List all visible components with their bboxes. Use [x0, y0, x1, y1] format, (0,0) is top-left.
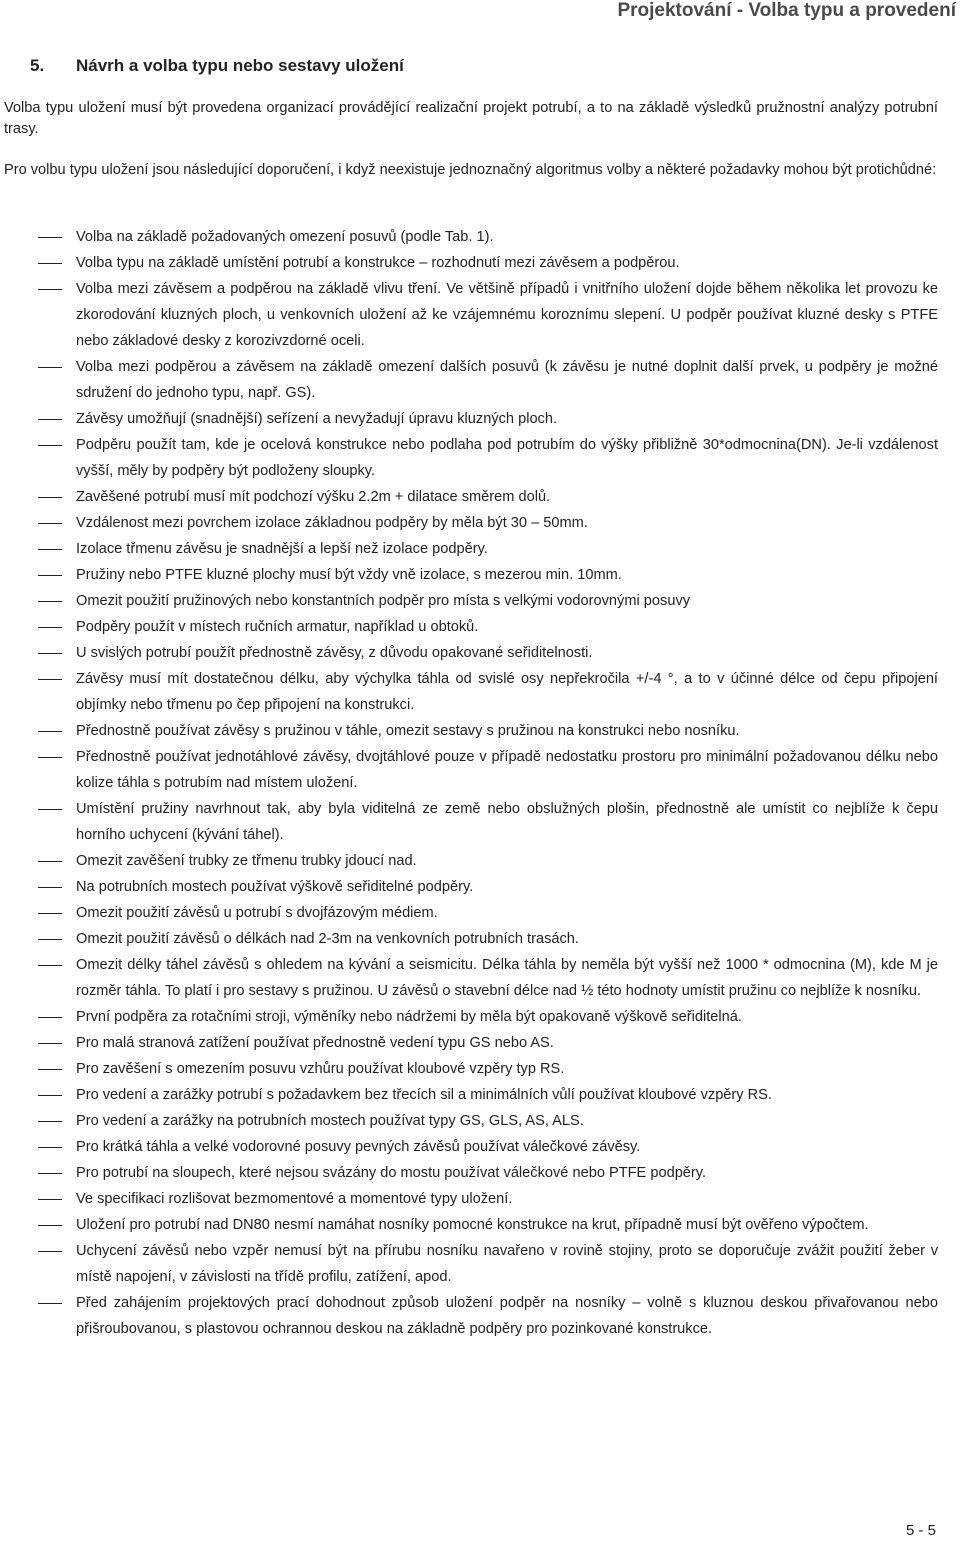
list-item: [0, 666, 938, 718]
list-item-text: Omezit použití pružinových nebo konstantních podpěr pro místa s velkými vodorovnými posuvy: [76, 593, 691, 609]
dash-bullet-icon: [38, 965, 62, 966]
list-item: [0, 224, 938, 250]
section-heading: [30, 56, 404, 76]
list-item: [0, 796, 938, 848]
list-item-text: Volba mezi podpěrou a závěsem na základě omezení dalších posuvů (k závěsu je nutné doplnit další prvek, u podpěry je možné sdružení do jednoho typu, např. GS).: [76, 359, 938, 401]
list-item: [0, 1212, 938, 1238]
dash-bullet-icon: [38, 1225, 62, 1226]
dash-bullet-icon: [38, 679, 62, 680]
list-item-text: Pro vedení a zarážky potrubí s požadavkem bez třecích sil a minimálních vůlí používat kloubové vzpěry RS.: [76, 1087, 772, 1103]
list-item: [0, 536, 938, 562]
dash-bullet-icon: [38, 1173, 62, 1174]
list-item-text: Pro vedení a zarážky na potrubních mostech používat typy GS, GLS, AS, ALS.: [76, 1113, 584, 1129]
dash-bullet-icon: [38, 757, 62, 758]
dash-bullet-icon: [38, 1069, 62, 1070]
list-item-text: Ve specifikaci rozlišovat bezmomentové a momentové typy uložení.: [76, 1191, 513, 1207]
dash-bullet-icon: [38, 653, 62, 654]
list-item-text: Izolace třmenu závěsu je snadnější a lepší než izolace podpěry.: [76, 541, 488, 557]
dash-bullet-icon: [38, 861, 62, 862]
dash-bullet-icon: [38, 809, 62, 810]
dash-bullet-icon: [38, 601, 62, 602]
list-item: [0, 1056, 938, 1082]
list-item-text: Uložení pro potrubí nad DN80 nesmí namáhat nosníky pomocné konstrukce na krut, případně musí být ověřeno výpočtem.: [76, 1217, 869, 1233]
page-number: 5 - 5: [905, 1522, 936, 1539]
list-item-text: Zavěšené potrubí musí mít podchozí výšku 2.2m + dilatace směrem dolů.: [76, 489, 551, 505]
list-item-text: Uchycení závěsů nebo vzpěr nemusí být na přírubu nosníku navařeno v rovině stojiny, proto se doporučuje zvážit použití žeber v místě napojení, v závislosti na třídě profilu, zatížení, apod.: [76, 1243, 938, 1285]
list-item: [0, 1186, 938, 1212]
dash-bullet-icon: [38, 549, 62, 550]
list-item-text: Na potrubních mostech používat výškově seřiditelné podpěry.: [76, 879, 474, 895]
list-item: [0, 1290, 938, 1342]
list-item-text: Pro zavěšení s omezením posuvu vzhůru používat kloubové vzpěry typ RS.: [76, 1061, 565, 1077]
dash-bullet-icon: [38, 1147, 62, 1148]
list-item: [0, 1082, 938, 1108]
recommendation-list: [0, 224, 938, 1342]
list-item: [0, 952, 938, 1004]
list-item-text: Pro krátká táhla a velké vodorovné posuvy pevných závěsů používat válečkové závěsy.: [76, 1139, 641, 1155]
list-item: [0, 1004, 938, 1030]
dash-bullet-icon: [38, 445, 62, 446]
dash-bullet-icon: [38, 523, 62, 524]
list-item: [0, 926, 938, 952]
list-item: [0, 640, 938, 666]
list-item-text: Podpěry použít v místech ručních armatur, například u obtoků.: [76, 619, 479, 635]
dash-bullet-icon: [38, 731, 62, 732]
dash-bullet-icon: [38, 939, 62, 940]
list-item: [0, 1030, 938, 1056]
list-item: [0, 1134, 938, 1160]
page-header-title: Projektování - Volba typu a provedení: [617, 0, 956, 21]
list-item-text: Omezit použití závěsů o délkách nad 2-3m na venkovních potrubních trasách.: [76, 931, 579, 947]
dash-bullet-icon: [38, 1017, 62, 1018]
dash-bullet-icon: [38, 289, 62, 290]
list-item: [0, 848, 938, 874]
dash-bullet-icon: [38, 237, 62, 238]
dash-bullet-icon: [38, 575, 62, 576]
dash-bullet-icon: [38, 1095, 62, 1096]
dash-bullet-icon: [38, 263, 62, 264]
list-item: [0, 484, 938, 510]
list-item-text: Pro potrubí na sloupech, které nejsou svázány do mostu používat válečkové nebo PTFE podpěry.: [76, 1165, 707, 1181]
dash-bullet-icon: [38, 1199, 62, 1200]
list-item-text: Přednostně používat jednotáhlové závěsy, dvojtáhlové pouze v případě nedostatku prostoru pro minimální požadovanou délku nebo kolize táhla s potrubím nad místem uložení.: [76, 749, 938, 791]
list-item: [0, 1160, 938, 1186]
list-item-text: Pružiny nebo PTFE kluzné plochy musí být vždy vně izolace, s mezerou min. 10mm.: [76, 567, 622, 583]
dash-bullet-icon: [38, 913, 62, 914]
list-item: [0, 406, 938, 432]
list-item: [0, 250, 938, 276]
dash-bullet-icon: [38, 1043, 62, 1044]
list-item-text: Volba na základě požadovaných omezení posuvů (podle Tab. 1).: [76, 229, 494, 245]
dash-bullet-icon: [38, 419, 62, 420]
list-item-text: První podpěra za rotačními stroji, výměníky nebo nádržemi by měla být opakovaně výškově seřiditelná.: [76, 1009, 742, 1025]
list-item-text: Omezit zavěšení trubky ze třmenu trubky jdoucí nad.: [76, 853, 417, 869]
list-item: [0, 744, 938, 796]
list-item: [0, 900, 938, 926]
list-item: [0, 354, 938, 406]
section-number: 5.: [30, 56, 45, 75]
list-item: [0, 1238, 938, 1290]
list-item: [0, 562, 938, 588]
dash-bullet-icon: [38, 1303, 62, 1304]
list-item-text: Před zahájením projektových prací dohodnout způsob uložení podpěr na nosníky – volně s kluznou deskou přivařovanou nebo přišroubovanou, s plastovou ochrannou deskou na základně podpěry pro pozinkované konstrukce.: [76, 1295, 938, 1337]
list-item-text: Omezit použití závěsů u potrubí s dvojfázovým médiem.: [76, 905, 438, 921]
list-item: [0, 510, 938, 536]
list-item-text: Pro malá stranová zatížení používat přednostně vedení typu GS nebo AS.: [76, 1035, 554, 1051]
list-item-text: Volba mezi závěsem a podpěrou na základě vlivu tření. Ve většině případů i vnitřního uložení dojde během několika let provozu ke zkorodování kluzných ploch, u venkovních uložení až ke vzájemnému koroznímu slepení. U podpěr používat kluzné desky s PTFE nebo základové desky z korozivzdorné oceli.: [76, 281, 938, 349]
dash-bullet-icon: [38, 497, 62, 498]
list-item: [0, 614, 938, 640]
list-item: [0, 432, 938, 484]
list-item-text: Přednostně používat závěsy s pružinou v táhle, omezit sestavy s pružinou na konstrukci nebo nosníku.: [76, 723, 740, 739]
recommendation-paragraph: Pro volbu typu uložení jsou následující doporučení, i když neexistuje jednoznačný algoritmus volby a některé požadavky mohou být protichůdné:: [4, 162, 937, 178]
list-item-text: Umístění pružiny navrhnout tak, aby byla viditelná ze země nebo obslužných plošin, přednostně ale umístit co nejblíže k čepu horního uchycení (kývání táhel).: [76, 801, 938, 843]
list-item-text: Vzdálenost mezi povrchem izolace základnou podpěry by měla být 30 – 50mm.: [76, 515, 588, 531]
list-item-text: Závěsy musí mít dostatečnou délku, aby výchylka táhla od svislé osy nepřekročila +/-4 °, a to v účinné délce od čepu připojení objímky nebo třmenu po čep připojení na konstrukci.: [76, 671, 938, 713]
list-item-text: U svislých potrubí použít přednostně závěsy, z důvodu opakované seřiditelnosti.: [76, 645, 593, 661]
list-item: [0, 874, 938, 900]
list-item-text: Závěsy umožňují (snadnější) seřízení a nevyžadují úpravu kluzných ploch.: [76, 411, 558, 427]
dash-bullet-icon: [38, 1121, 62, 1122]
list-item: [0, 718, 938, 744]
list-item-text: Podpěru použít tam, kde je ocelová konstrukce nebo podlaha pod potrubím do výšky přibližně 30*odmocnina(DN). Je-li vzdálenost vyšší, měly by podpěry být podloženy sloupky.: [76, 437, 938, 479]
dash-bullet-icon: [38, 887, 62, 888]
intro-paragraph: Volba typu uložení musí být provedena organizací provádějící realizační projekt potrubí, a to na základě výsledků pružnostní analýzy potrubní trasy.: [4, 100, 938, 137]
list-item: [0, 588, 938, 614]
list-item-text: Omezit délky táhel závěsů s ohledem na kývání a seismicitu. Délka táhla by neměla být vyšší než 1000 * odmocnina (M), kde M je rozměr táhla. To platí i pro sestavy s pružinou. U závěsů o stavební délce nad ½ této hodnoty umístit pružinu co nejblíže k nosníku.: [76, 957, 938, 999]
list-item-text: Volba typu na základě umístění potrubí a konstrukce – rozhodnutí mezi závěsem a podpěrou.: [76, 255, 680, 271]
section-title-text: Návrh a volba typu nebo sestavy uložení: [76, 56, 404, 75]
dash-bullet-icon: [38, 1251, 62, 1252]
dash-bullet-icon: [38, 627, 62, 628]
list-item: [0, 276, 938, 354]
list-item: [0, 1108, 938, 1134]
dash-bullet-icon: [38, 367, 62, 368]
